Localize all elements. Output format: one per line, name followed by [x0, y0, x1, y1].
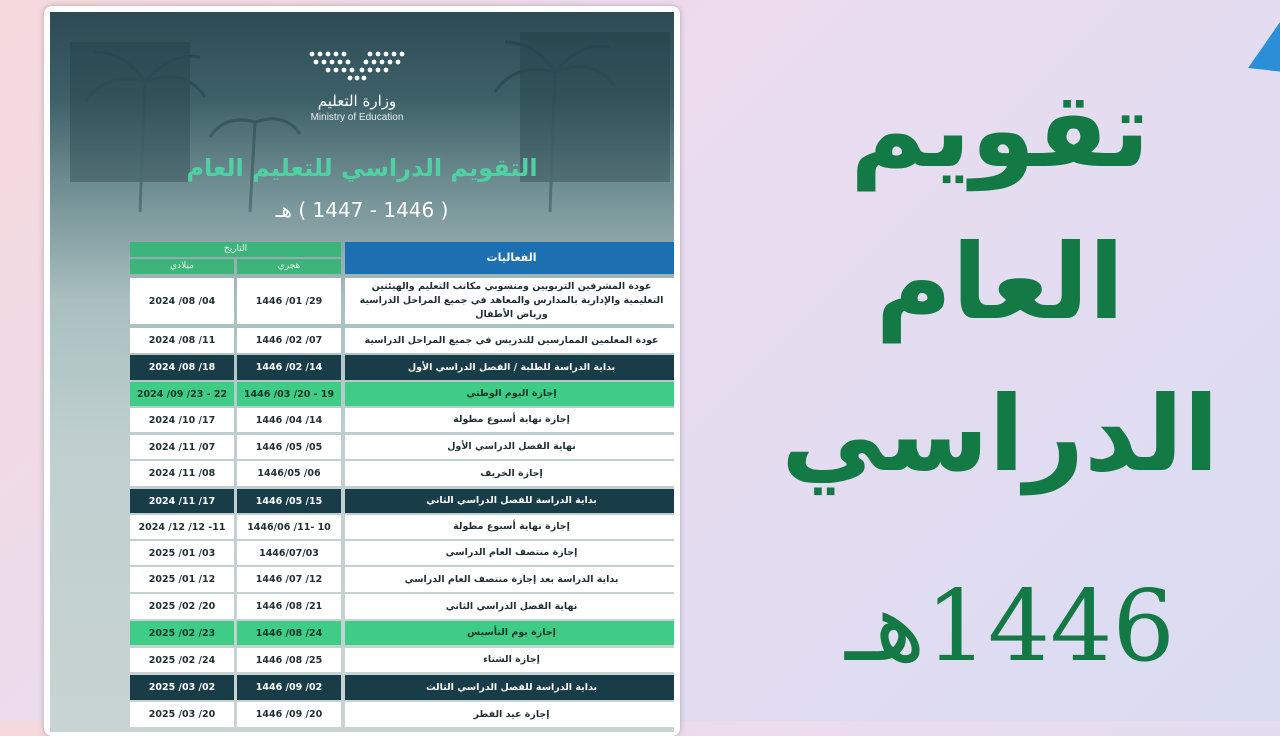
poster-year: ( 1446 - 1447 ) هـ [275, 198, 449, 222]
activity-cell: بداية الدراسة بعد إجازة منتصف العام الدراسي [345, 567, 674, 592]
headline [740, 54, 1260, 510]
ministry-logo [302, 48, 412, 130]
hijri-date-cell: 1446 /02 /07 [237, 328, 341, 353]
activity-cell: عودة المشرفين التربويين ومنسوبي مكاتب التعليم والهيئتين التعليمية والإدارية بالمدارس والمعاهد في جميع المراحل الدراسية ورياض الأطفال [345, 278, 674, 324]
activity-cell: إجازة الخريف [345, 461, 674, 486]
logo-english-text: Ministry of Education [310, 112, 404, 123]
ministry-logo-icon [302, 48, 412, 82]
poster-card [44, 6, 680, 736]
activity-cell: نهاية الفصل الدراسي الثاني [345, 594, 674, 619]
hijri-date-cell: 1446 /09 /20 [237, 702, 341, 727]
activity-cell: بداية الدراسة للفصل الدراسي الثاني [345, 489, 674, 513]
calendar-poster [50, 12, 674, 732]
gregorian-date-cell: 2025 /01 /03 [130, 541, 234, 565]
hijri-date-cell: 1446 /05 /15 [237, 489, 341, 513]
headline-line-1: تقويم [850, 69, 1150, 191]
gregorian-date-cell: 2025 /02 /23 [130, 621, 234, 645]
table-row [130, 621, 674, 645]
activity-cell: إجازة منتصف العام الدراسي [345, 541, 674, 565]
table-row [130, 408, 674, 432]
table-row [130, 515, 674, 539]
table-row [130, 541, 674, 565]
gregorian-date-cell: 2025 /03 /02 [130, 675, 234, 700]
header-date: التاريخ [130, 242, 341, 257]
activity-cell: إجازة اليوم الوطني [345, 382, 674, 406]
gregorian-date-cell: 2025 /01 /12 [130, 567, 234, 592]
activity-cell: إجازة نهاية أسبوع مطولة [345, 515, 674, 539]
headline-line-2: العام [875, 221, 1125, 343]
table-row [130, 675, 674, 700]
activity-cell: بداية الدراسة للطلبة / الفصل الدراسي الأول [345, 355, 674, 380]
header-hijri: هجري [237, 259, 341, 274]
hijri-date-cell: 1446 /01 /29 [237, 278, 341, 324]
table-row [130, 382, 674, 406]
logo-arabic-text: وزارة التعليم [317, 92, 397, 110]
activity-cell: بداية الدراسة للفصل الدراسي الثالث [345, 675, 674, 700]
gregorian-date-cell: 2024 /08 /04 [130, 278, 234, 324]
activity-cell: إجازة الشتاء [345, 648, 674, 672]
activity-cell: عودة المعلمين الممارسين للتدريس في جميع المراحل الدراسية [345, 328, 674, 353]
table-row [130, 702, 674, 727]
hijri-date-cell: 1446 /03 /20 - 19 [237, 382, 341, 406]
hijri-date-cell: 1446 /09 /02 [237, 675, 341, 700]
table-row [130, 278, 674, 324]
gregorian-date-cell: 2024 /09 /23 - 22 [130, 382, 234, 406]
hijri-date-cell: 1446 /08 /21 [237, 594, 341, 619]
header-activities: الفعاليات [345, 242, 674, 274]
table-row [130, 355, 674, 380]
hijri-date-cell: 1446 /08 /25 [237, 648, 341, 672]
gregorian-date-cell: 2024 /10 /17 [130, 408, 234, 432]
gregorian-date-cell: 2024 /08 /11 [130, 328, 234, 353]
hijri-date-cell: 1446 /05 /05 [237, 435, 341, 459]
table-row [130, 435, 674, 459]
hijri-date-cell: 1446 /02 /14 [237, 355, 341, 380]
activity-cell: إجازة عيد الفطر [345, 702, 674, 727]
table-row [130, 594, 674, 619]
gregorian-date-cell: 2025 /02 /24 [130, 648, 234, 672]
hijri-date-cell: 1446 /07 /12 [237, 567, 341, 592]
corner-arrow-icon [1244, 22, 1280, 72]
gregorian-date-cell: 2024 /08 /18 [130, 355, 234, 380]
headline-year: 1446هـ [845, 570, 1175, 684]
table-row [130, 648, 674, 672]
gregorian-date-cell: 2025 /02 /20 [130, 594, 234, 619]
hijri-date-cell: 1446/07/03 [237, 541, 341, 565]
table-row [130, 461, 674, 486]
hijri-date-cell: 1446 /08 /24 [237, 621, 341, 645]
gregorian-date-cell: 2024 /11 /17 [130, 489, 234, 513]
hijri-date-cell: 1446 /04 /14 [237, 408, 341, 432]
headline-line-3: الدراسي [781, 373, 1219, 495]
hijri-date-cell: 1446/06 /11- 10 [237, 515, 341, 539]
activity-cell: إجازة يوم التأسيس [345, 621, 674, 645]
gregorian-date-cell: 2025 /03 /20 [130, 702, 234, 727]
gregorian-date-cell: 2024 /11 /07 [130, 435, 234, 459]
gregorian-date-cell: 2024 /11 /08 [130, 461, 234, 486]
table-row [130, 489, 674, 513]
activity-cell: إجازة نهاية أسبوع مطولة [345, 408, 674, 432]
gregorian-date-cell: 2024 /12 /12 -11 [130, 515, 234, 539]
activity-cell: نهاية الفصل الدراسي الأول [345, 435, 674, 459]
hijri-date-cell: 1446/05 /06 [237, 461, 341, 486]
table-row [130, 567, 674, 592]
header-gregorian: ميلادي [130, 259, 234, 274]
poster-title: التقويم الدراسي للتعليم العام [186, 154, 538, 182]
table-row [130, 328, 674, 353]
